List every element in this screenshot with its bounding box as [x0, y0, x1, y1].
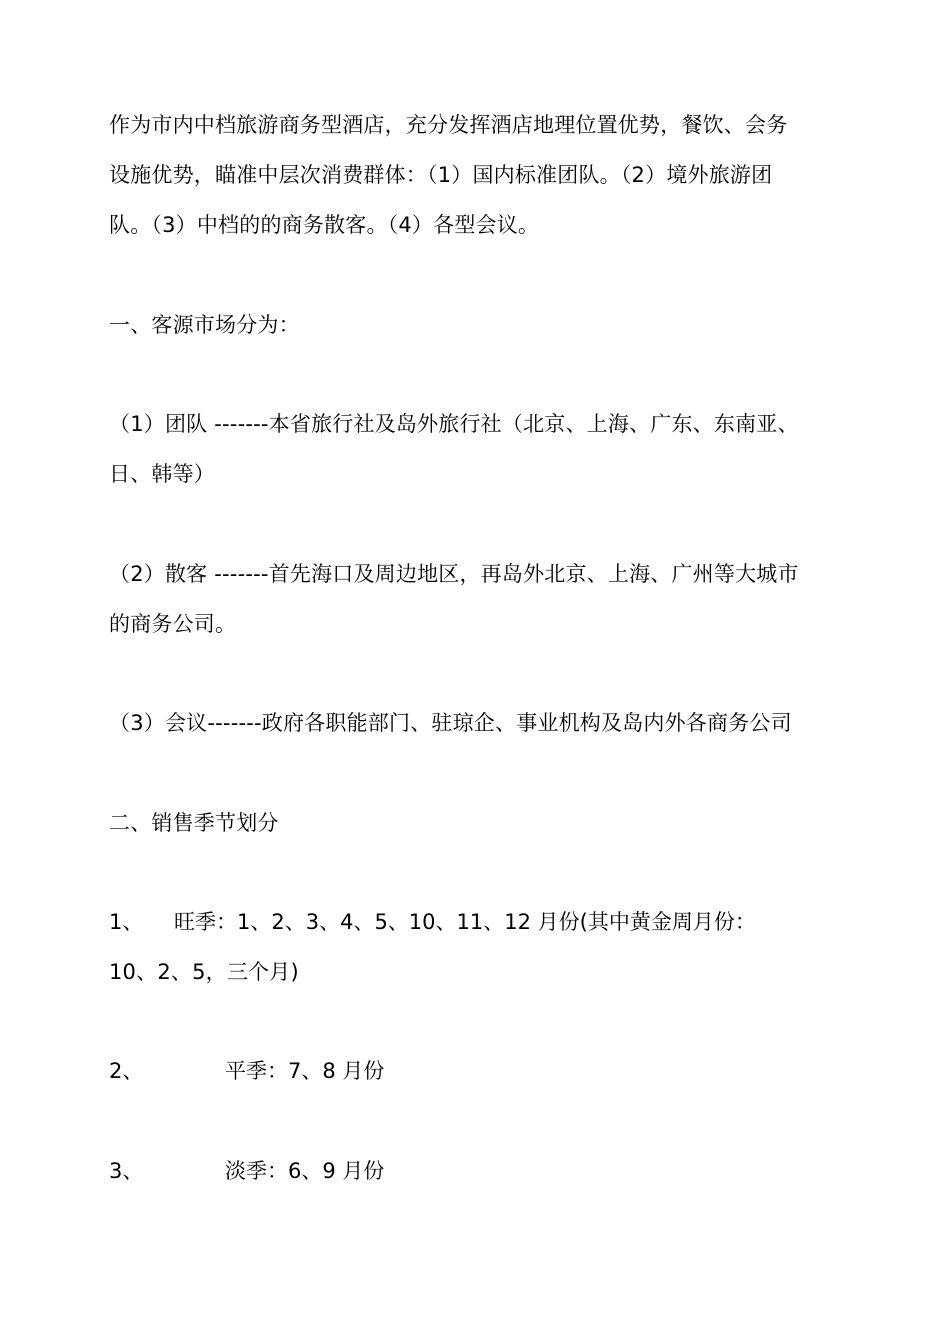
intro-line-2: 设施优势，瞄准中层次消费群体：（1）国内标准团队。（2）境外旅游团: [109, 163, 773, 187]
section-1-heading: 一、客源市场分为：: [109, 313, 300, 337]
item-1-line-2: 日、韩等）: [109, 462, 215, 486]
season-item-3-number: 3、: [109, 1159, 144, 1183]
season-item-2: [109, 1057, 385, 1085]
intro-line-1: 作为市内中档旅游商务型酒店，充分发挥酒店地理位置优势，餐饮、会务: [109, 113, 788, 137]
season-item-1-text: 旺季：1、2、3、4、5、10、11、12 月份(其中黄金周月份：: [174, 910, 756, 934]
season-item-1-continuation: 10、2、5，三个月): [109, 960, 299, 984]
intro-line-3: 队。（3）中档的的商务散客。（4）各型会议。: [109, 213, 540, 237]
item-3-line-1: （3）会议-------政府各职能部门、驻琼企、事业机构及岛内外各商务公司: [109, 711, 792, 735]
season-item-1-number: 1、: [109, 910, 144, 934]
item-1-line-1: （1）团队 -------本省旅行社及岛外旅行社（北京、上海、广东、东南亚、: [109, 412, 799, 436]
season-item-2-number: 2、: [109, 1059, 144, 1083]
item-2-line-2: 的商务公司。: [109, 612, 237, 636]
item-2-line-1: （2）散客 -------首先海口及周边地区，再岛外北京、上海、广州等大城市: [109, 562, 799, 586]
season-item-3-text: 淡季：6、9 月份: [225, 1159, 385, 1183]
section-2-heading: 二、销售季节划分: [109, 811, 279, 835]
season-item-2-text: 平季：7、8 月份: [225, 1059, 385, 1083]
season-item-3: [109, 1157, 385, 1185]
season-item-1: [109, 908, 756, 936]
